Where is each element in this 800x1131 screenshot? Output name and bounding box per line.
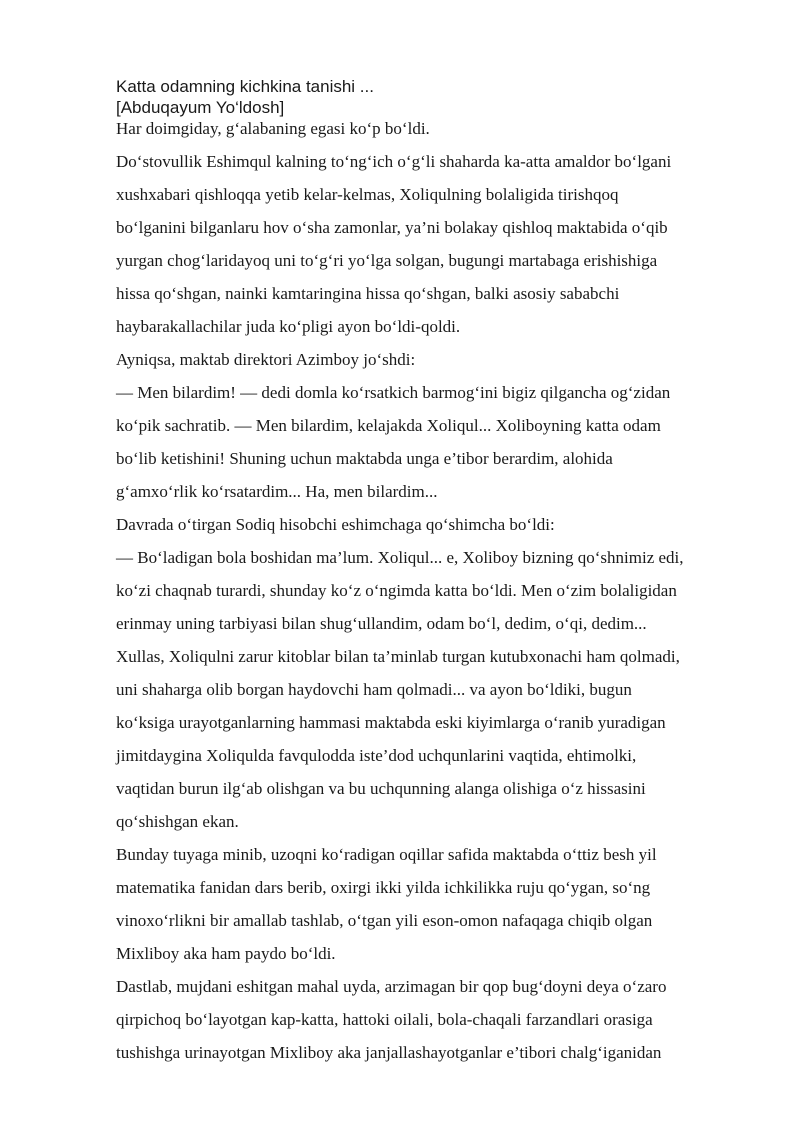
paragraph	[116, 970, 756, 1069]
paragraph	[116, 508, 756, 541]
text-line: g‘amxo‘rlik ko‘rsatardim... Ha, men bilardim...	[116, 482, 438, 501]
text-line: tushishga urinayotgan Mixliboy aka janjallashayotganlar e’tibori chalg‘iganidan	[116, 1043, 662, 1062]
text-line: uni shaharga olib borgan haydovchi ham qolmadi... va ayon bo‘ldiki, bugun	[116, 680, 632, 699]
text-line: — Bo‘ladigan bola boshidan ma’lum. Xoliqul... e, Xoliboy bizning qo‘shnimiz edi,	[116, 548, 684, 567]
document-author: [Abduqayum Yo‘ldosh]	[116, 98, 285, 117]
document-page	[116, 76, 756, 1069]
paragraph	[116, 541, 756, 640]
opening-line: Har doimgiday, g‘alabaning egasi ko‘p bo‘ldi.	[116, 119, 430, 138]
text-line: Ayniqsa, maktab direktori Azimboy jo‘shdi:	[116, 350, 416, 369]
paragraph	[116, 343, 756, 376]
text-line: bo‘lganini bilganlaru hov o‘sha zamonlar, ya’ni bolakay qishloq maktabida o‘qib	[116, 218, 668, 237]
text-line: ko‘zi chaqnab turardi, shunday ko‘z o‘ngimda katta bo‘ldi. Men o‘zim bolaligidan	[116, 581, 677, 600]
text-line: xushxabari qishloqqa yetib kelar-kelmas, Xoliqulning bolaligida tirishqoq	[116, 185, 619, 204]
text-line: Davrada o‘tirgan Sodiq hisobchi eshimchaga qo‘shimcha bo‘ldi:	[116, 515, 555, 534]
text-line: — Men bilardim! — dedi domla ko‘rsatkich barmog‘ini bigiz qilgancha og‘zidan	[116, 383, 671, 402]
text-line: haybarakallachilar juda ko‘pligi ayon bo‘ldi-qoldi.	[116, 317, 461, 336]
text-line: qirpichoq bo‘layotgan kap-katta, hattoki oilali, bola-chaqali farzandlari orasiga	[116, 1010, 653, 1029]
text-line: Do‘stovullik Eshimqul kalning to‘ng‘ich o‘g‘li shaharda ka-atta amaldor bo‘lgani	[116, 152, 672, 171]
text-line: qo‘shishgan ekan.	[116, 812, 239, 831]
text-line: Dastlab, mujdani eshitgan mahal uyda, arzimagan bir qop bug‘doyni deya o‘zaro	[116, 977, 667, 996]
text-line: jimitdaygina Xoliqulda favqulodda iste’dod uchqunlarini vaqtida, ehtimolki,	[116, 746, 637, 765]
text-line: ko‘pik sachratib. — Men bilardim, kelajakda Xoliqul... Xoliboyning katta odam	[116, 416, 661, 435]
text-line: Bunday tuyaga minib, uzoqni ko‘radigan oqillar safida maktabda o‘ttiz besh yil	[116, 845, 657, 864]
text-line: hissa qo‘shgan, nainki kamtaringina hissa qo‘shgan, balki asosiy sababchi	[116, 284, 620, 303]
text-line: vaqtidan burun ilg‘ab olishgan va bu uchqunning alanga olishiga o‘z hissasini	[116, 779, 646, 798]
text-line: ko‘ksiga urayotganlarning hammasi maktabda eski kiyimlarga o‘ranib yuradigan	[116, 713, 666, 732]
text-line: yurgan chog‘laridayoq uni to‘g‘ri yo‘lga solgan, bugungi martabaga erishishiga	[116, 251, 658, 270]
document-body	[116, 145, 756, 1069]
text-line: bo‘lib ketishini! Shuning uchun maktabda unga e’tibor berardim, alohida	[116, 449, 613, 468]
paragraph	[116, 838, 756, 970]
paragraph	[116, 145, 756, 343]
paragraph	[116, 640, 756, 838]
text-line: matematika fanidan dars berib, oxirgi ikki yilda ichkilikka ruju qo‘ygan, so‘ng	[116, 878, 651, 897]
text-line: Mixliboy aka ham paydo bo‘ldi.	[116, 944, 336, 963]
paragraph	[116, 376, 756, 508]
text-line: Xullas, Xoliqulni zarur kitoblar bilan ta’minlab turgan kutubxonachi ham qolmadi,	[116, 647, 680, 666]
document-title: Katta odamning kichkina tanishi ...	[116, 77, 374, 96]
text-line: vinoxo‘rlikni bir amallab tashlab, o‘tgan yili eson-omon nafaqaga chiqib olgan	[116, 911, 653, 930]
text-line: erinmay uning tarbiyasi bilan shug‘ullandim, odam bo‘l, dedim, o‘qi, dedim...	[116, 614, 647, 633]
